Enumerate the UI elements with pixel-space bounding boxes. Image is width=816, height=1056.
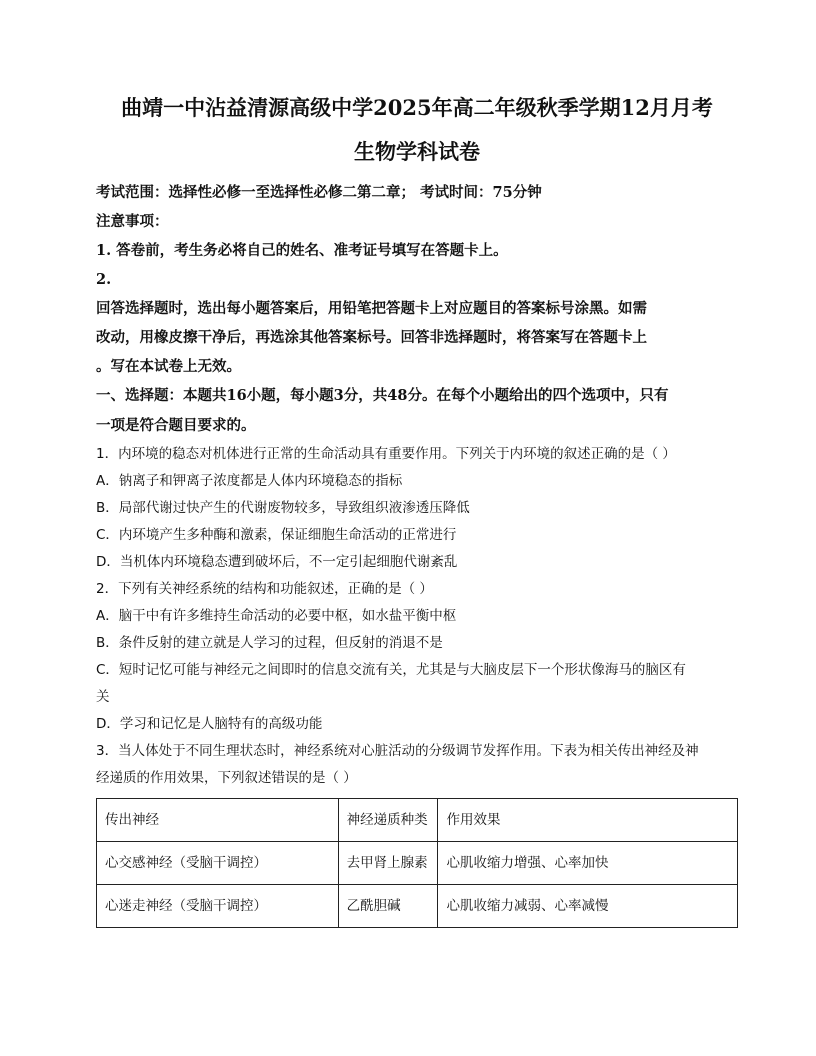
question-2-option-b: B．条件反射的建立就是人学习的过程，但反射的消退不是 — [96, 635, 443, 651]
exam-title-line1: 曲靖一中沾益清源高级中学2025年高二年级秋季学期12月月考 — [121, 95, 713, 120]
question-2-option-c: C．短时记忆可能与神经元之间即时的信息交流有关，尤其是与大脑皮层下一个形状像海马的脑区有 — [96, 662, 686, 678]
note-2-number: 2. — [96, 271, 112, 288]
table-header-cell: 传出神经 — [97, 799, 339, 842]
note-2-line3: 。写在本试卷上无效。 — [96, 358, 241, 375]
question-1-option-d: D．当机体内环境稳态遭到破坏后，不一定引起细胞代谢紊乱 — [96, 554, 458, 570]
nerve-table — [96, 798, 738, 928]
table-header-cell: 作用效果 — [438, 799, 738, 842]
question-2-option-a: A．脑干中有许多维持生命活动的必要中枢，如水盐平衡中枢 — [96, 608, 457, 624]
question-1-stem: 1．内环境的稳态对机体进行正常的生命活动具有重要作用。下列关于内环境的叙述正确的是（ ） — [96, 446, 676, 462]
exam-title-line2: 生物学科试卷 — [354, 139, 480, 164]
question-3-stem-line1: 3．当人体处于不同生理状态时，神经系统对心脏活动的分级调节发挥作用。下表为相关传出神经及神 — [96, 743, 699, 759]
table-row — [97, 842, 738, 885]
table-cell: 心迷走神经（受脑干调控） — [97, 885, 339, 928]
question-2-option-c-cont: 关 — [96, 689, 110, 705]
exam-page — [96, 92, 738, 928]
note-2-line1: 回答选择题时，选出每小题答案后，用铅笔把答题卡上对应题目的答案标号涂黑。如需 — [96, 300, 647, 317]
table-row — [97, 885, 738, 928]
table-cell: 心肌收缩力增强、心率加快 — [438, 842, 738, 885]
question-2-stem: 2．下列有关神经系统的结构和功能叙述，正确的是（ ） — [96, 581, 433, 597]
question-1-option-b: B．局部代谢过快产生的代谢废物较多，导致组织液渗透压降低 — [96, 500, 470, 516]
question-2-option-d: D．学习和记忆是人脑特有的高级功能 — [96, 716, 323, 732]
table-cell: 心肌收缩力减弱、心率减慢 — [438, 885, 738, 928]
table-header-cell: 神经递质种类 — [338, 799, 438, 842]
note-1: 1. 答卷前，考生务必将自己的姓名、准考证号填写在答题卡上。 — [96, 242, 508, 259]
table-header-row — [97, 799, 738, 842]
section1-heading-line2: 一项是符合题目要求的。 — [96, 417, 256, 434]
question-3-stem-line2: 经递质的作用效果，下列叙述错误的是（ ） — [96, 770, 357, 786]
table-cell: 心交感神经（受脑干调控） — [97, 842, 339, 885]
table-cell: 去甲肾上腺素 — [338, 842, 438, 885]
question-1-option-a: A．钠离子和钾离子浓度都是人体内环境稳态的指标 — [96, 473, 403, 489]
note-2-line2: 改动，用橡皮擦干净后，再选涂其他答案标号。回答非选择题时，将答案写在答题卡上 — [96, 329, 647, 346]
section1-heading-line1: 一、选择题：本题共16小题，每小题3分，共48分。在每个小题给出的四个选项中，只有 — [96, 387, 669, 404]
question-1-option-c: C．内环境产生多种酶和激素，保证细胞生命活动的正常进行 — [96, 527, 457, 543]
table-cell: 乙酰胆碱 — [338, 885, 438, 928]
exam-scope: 考试范围：选择性必修一至选择性必修二第二章； 考试时间：75分钟 — [96, 184, 542, 201]
notes-heading: 注意事项： — [96, 213, 169, 230]
